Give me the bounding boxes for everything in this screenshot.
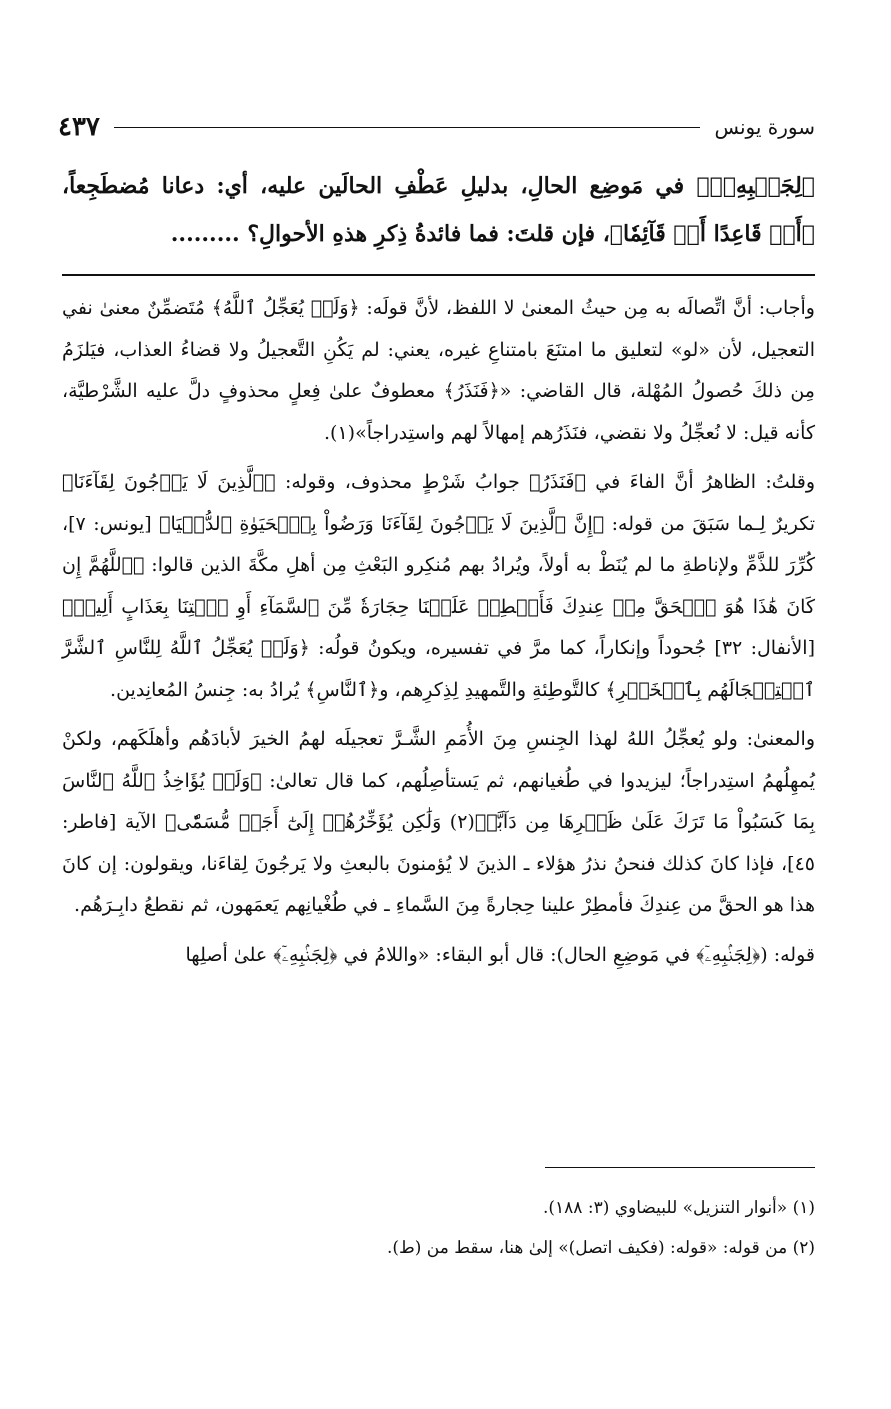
commentary-paragraph: وأجاب: أنَّ اتِّصالَه به مِن حيثُ المعنىٰ لا اللفظ، لأنَّ قولَه: ﴿وَلَوۡ يُعَجِّلُ ٱللَّهُ﴾ مُتَضمِّنٌ معنىٰ نفي التعجيل، لأن «لو» لتعليق ما امتنَعَ بامتناعِ غيره، يعني: لم يَكُنِ التَّعجيلُ ولا قضاءُ العذاب، فيَلزَمُ مِن ذلكَ حُصولُ المُهْلة، قال القاضي: «﴿فَنَذَرُ﴾ معطوفٌ علىٰ فِعلٍ محذوفٍ دلَّ عليه الشَّرْطيَّة، كأنه قيل: لا نُعجِّلُ ولا نقضي، فنَذَرُهم إمهالاً لهم واستِدراجاً»(١). (62, 297, 815, 444)
commentary (62, 288, 815, 984)
commentary-paragraph: وقلتُ: الظاهرُ أنَّ الفاءَ في ﴿فَنَذَرُ﴾ جوابُ شَرْطٍ محذوف، وقوله: ﴿ٱلَّذِينَ لَا يَرۡجُونَ لِقَآءَنَا﴾ تكريرٌ لِـما سَبَقَ من قوله: ﴿إِنَّ ٱلَّذِينَ لَا يَرۡجُونَ لِقَآءَنَا وَرَضُواْ بِٱلۡحَيَوٰةِ ٱلدُّنۡيَا﴾ [يونس: ٧]، كُرِّرَ للذَّمِّ ولإناطةِ ما لم يُنَطْ به أولاً، ويُرادُ بهم مُنكِرو البَعْثِ مِن أهلِ مكَّةَ الذين قالوا: ﴿ٱللَّهُمَّ إِن كَانَ هَٰذَا هُوَ ٱلۡحَقَّ مِنۡ عِندِكَ فَأَمۡطِرۡ عَلَيۡنَا حِجَارَةٗ مِّنَ ٱلسَّمَآءِ أَوِ ٱئۡتِنَا بِعَذَابٍ أَلِيمٖ﴾ [الأنفال: ٣٢] جُحوداً وإنكاراً، كما مرَّ في تفسيره، ويكونُ قولُه: ﴿وَلَوۡ يُعَجِّلُ ٱللَّهُ لِلنَّاسِ ٱلشَّرَّ ٱسۡتِعۡجَالَهُم بِٱلۡخَيۡرِ﴾ كالتَّوطِئةِ والتَّمهيدِ لِذِكرِهم، و﴿ٱلنَّاسِ﴾ يُرادُ به: جِنسُ المُعانِدين. (62, 471, 815, 701)
page-number: ٤٣٧ (58, 112, 100, 142)
footnote-divider (545, 1167, 815, 1168)
header-rule (114, 127, 701, 128)
footnotes (62, 1188, 815, 1268)
footnote: (٢) من قوله: «قوله: (فكيف اتصل)» إلىٰ هنا، سقط من (ط). (387, 1238, 815, 1258)
commentary-paragraph: والمعنىٰ: ولو يُعجِّلُ اللهُ لهذا الجِنسِ مِنَ الأُمَمِ الشَّـرَّ تعجيلَه لهمُ الخيرَ لأبادَهُم وأهلَكَهم، ولكنْ يُمهِلُهمُ استِدراجاً؛ ليزيدوا في طُغيانهم، ثم يَستأصِلُهم، كما قال تعالىٰ: ﴿وَلَوۡ يُؤَاخِذُ ٱللَّهُ ٱلنَّاسَ بِمَا كَسَبُواْ مَا تَرَكَ عَلَىٰ ظَهۡرِهَا مِن دَآبَّةٖ(٢) وَلَٰكِن يُؤَخِّرُهُمۡ إِلَىٰٓ أَجَلٖ مُّسَمّٗى﴾ الآية [فاطر: ٤٥]، فإذا كانَ كذلك فنحنُ نذرُ هؤلاء ـ الذينَ لا يُؤمنونَ بالبعثِ ولا يَرجُونَ لِقاءَنا، ويقولون: إن كانَ هذا هو الحقَّ من عِندِكَ فأمطِرْ علينا حِجارةً مِنَ السَّماءِ ـ في طُغْيانِهم يَعمَهون، ثم نقطعُ دابِـرَهُم. (62, 728, 816, 916)
page-header (58, 110, 815, 144)
main-text: ﴿لِجَنۢبِهِۦٓ﴾ في مَوضِع الحالِ، بدليلِ عَطْفِ الحالَين عليه، أي: دعانا مُضطَجِعاً، ﴿أَوۡ قَاعِدًا أَوۡ قَآئِمٗا﴾، فإن قلتَ: فما فائدةُ ذِكرِ هذهِ الأحوالِ؟ ......... (62, 173, 815, 247)
footnote: (١) «أنوار التنزيل» للبيضاوي (٣: ١٨٨). (542, 1198, 815, 1218)
commentary-paragraph: قوله: (﴿لِجَنۢبِهِۦٓ﴾ في مَوضِعِ الحال): قال أبو البقاء: «واللامُ في ﴿لِجَنۢبِهِۦٓ﴾ علىٰ أصلِها (185, 943, 815, 966)
surah-title: سورة يونس (714, 115, 815, 139)
main-text-divider (62, 274, 815, 276)
